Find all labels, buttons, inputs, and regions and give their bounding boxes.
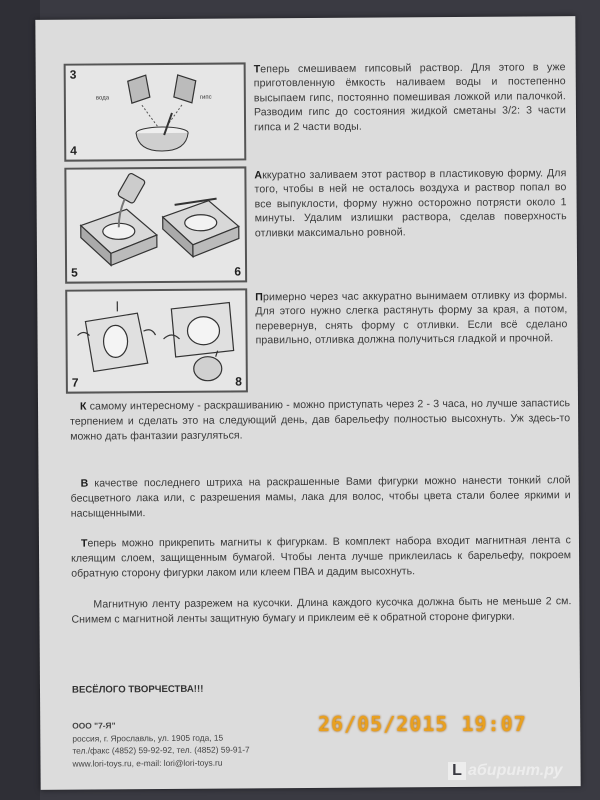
paragraph-body: еперь можно прикрепить магниты к фигуркам. В комплект набора входит магнитная лента с клеящим слоем, защищенным бумагой. Чтобы лента лучше приклеилась к барельефу, покроем обратную сторону фигурки лаком или клеем ПВА и дадим высохнуть. <box>71 534 572 581</box>
labirint-logo-icon: L <box>448 762 466 780</box>
drop-letter: К <box>79 400 87 413</box>
plaster-label: гипс <box>199 94 212 101</box>
illustration-panel-removing <box>65 288 248 393</box>
drop-letter: А <box>254 169 263 182</box>
company-name: ООО "7-Я" <box>72 720 116 731</box>
watermark-text: абиринт.ру <box>468 762 563 779</box>
panel-number: 3 <box>69 67 77 82</box>
drop-letter: Т <box>80 537 88 550</box>
panel-number: 4 <box>70 143 77 158</box>
panel-number: 7 <box>71 375 79 390</box>
step-text-pouring <box>254 166 566 240</box>
removing-illustration <box>67 290 246 391</box>
camera-timestamp: 26/05/2015 19:07 <box>318 712 527 736</box>
drop-letter: В <box>80 477 89 490</box>
closing-wish: ВЕСЁЛОГО ТВОРЧЕСТВА!!! <box>71 683 204 696</box>
panel-number: 5 <box>71 265 78 280</box>
illustration-panel-pouring <box>64 166 247 283</box>
pouring-illustration <box>66 168 245 281</box>
water-label: вода <box>95 95 110 102</box>
paragraph-body: самому интересному - раскрашиванию - можно приступать через 2 - 3 часа, но лучше запастись терпением и сделать это на следующий день, дав барельефу полностью высохнуть. Уж здесь-то можно дать фантазии разгуляться. <box>70 397 571 444</box>
paragraph-painting <box>70 396 570 445</box>
paragraph-magnets <box>71 533 571 582</box>
contacts-block <box>72 718 250 770</box>
panel-number: 6 <box>234 264 242 279</box>
mixing-illustration <box>66 64 245 159</box>
paragraph-body: Магнитную ленту разрежем на кусочки. Длина каждого кусочка должна быть не меньше 2 см. Снимем с магнитной ленты защитную бумагу и приклеим её к обратной стороне фигурки. <box>71 595 572 626</box>
step-body: римерно через час аккуратно вынимаем отливку из формы. Для этого нужно слегка растянуть форму за края, а потом, перевернув, снять форму с отливки. Если всё сделано правильно, отливка должна получиться гладкой и прочной. <box>255 289 568 347</box>
step-text-removing <box>255 288 567 348</box>
panel-number: 8 <box>235 374 242 389</box>
paragraph-body: качестве последнего штриха на раскрашенные Вами фигурки можно нанести тонкий слой бесцветного лака или, с разрешения мамы, лака для волос, чтобы цвета стали более яркими и насыщенными. <box>70 474 571 521</box>
background-left <box>0 0 40 800</box>
illustration-panel-mixing <box>64 62 247 161</box>
step-body: ккуратно заливаем этот раствор в пластиковую форму. Для того, чтобы в ней не осталось воздуха и раствор попал во все выпуклости, форму нужно осторожно потрясти около 1 минуты. Удалим излишки раствора, сделав поверхность отливки максимально ровной. <box>254 167 567 239</box>
step-body: еперь смешиваем гипсовый раствор. Для этого в уже приготовленную ёмкость наливаем воды и постепенно высыпаем гипс, постоянно помешивая ложкой или палочкой. Разводим гипс до состояния жидкой сметаны 3/2: 3 части гипса и 2 части воды. <box>253 61 567 133</box>
paragraph-varnish <box>71 473 571 522</box>
drop-letter: П <box>255 291 264 304</box>
instruction-sheet <box>35 16 580 790</box>
paragraph-magnet-tape <box>71 594 571 628</box>
company-web: www.lori-toys.ru, e-mail: lori@lori-toys.ru <box>72 757 223 769</box>
company-address: россия, г. Ярославль, ул. 1905 года, 15 <box>72 732 224 744</box>
step-text-mixing <box>254 60 566 134</box>
company-phones: тел./факс (4852) 59-92-92, тел. (4852) 59-91-7 <box>72 744 250 756</box>
drop-letter: Т <box>253 63 261 76</box>
labirint-watermark <box>448 762 563 780</box>
